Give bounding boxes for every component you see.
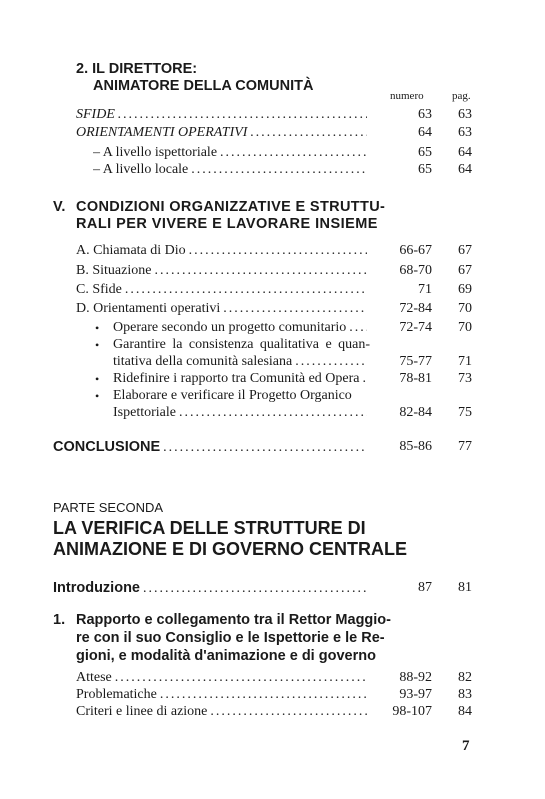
dot-leader xyxy=(189,242,367,260)
entry-number: 68-70 xyxy=(399,263,432,278)
toc-entry-chiamata-di-dio[interactable] xyxy=(76,242,370,260)
section-1-heading-line3: gioni, e modalità d'animazione e di governo xyxy=(76,648,376,664)
entry-page: 70 xyxy=(458,320,472,335)
toc-entry-sfide[interactable] xyxy=(76,106,370,124)
section-1-heading-line2: re con il suo Consiglio e le Ispettorie e le Re- xyxy=(76,630,385,646)
entry-page: 67 xyxy=(458,263,472,278)
entry-number: 71 xyxy=(418,282,432,297)
entry-label: – A livello ispettoriale xyxy=(93,145,218,160)
entry-label: D. Orientamenti operativi xyxy=(76,301,221,316)
toc-entry-conclusione[interactable] xyxy=(53,438,370,457)
entry-label: CONCLUSIONE xyxy=(53,439,161,455)
entry-label: Introduzione xyxy=(53,580,140,596)
entry-label: Attese xyxy=(76,670,112,685)
dot-leader xyxy=(295,353,367,371)
bullet-dot: • xyxy=(95,372,100,386)
dot-leader xyxy=(220,144,367,162)
column-header-pag: pag. xyxy=(452,90,471,102)
dot-leader xyxy=(210,703,367,721)
entry-page: 69 xyxy=(458,282,472,297)
entry-number: 87 xyxy=(418,580,432,595)
column-header-numero: numero xyxy=(390,90,424,102)
entry-page: 67 xyxy=(458,243,472,258)
dot-leader xyxy=(115,669,367,687)
entry-page: 77 xyxy=(458,439,472,454)
dot-leader xyxy=(362,370,367,388)
dot-leader xyxy=(191,161,367,179)
entry-label: titativa della comunità salesiana xyxy=(113,354,293,369)
section-v-heading-line2: RALI PER VIVERE E LAVORARE INSIEME xyxy=(76,216,378,232)
entry-label: Ridefinire i rapporto tra Comunità ed Opera xyxy=(113,371,360,386)
toc-entry-orientamenti-operativi[interactable] xyxy=(76,124,370,142)
toc-entry-livello-ispettoriale[interactable] xyxy=(93,144,370,162)
section-1-heading-line1: Rapporto e collegamento tra il Rettor Maggio- xyxy=(76,612,391,628)
dot-leader xyxy=(143,580,367,598)
entry-page: 63 xyxy=(458,107,472,122)
dot-leader xyxy=(160,686,367,704)
page-number: 7 xyxy=(462,738,470,754)
entry-label: SFIDE xyxy=(76,107,115,122)
section-v-marker: V. xyxy=(53,199,66,215)
entry-label: – A livello locale xyxy=(93,162,189,177)
entry-label: Ispettoriale xyxy=(113,405,176,420)
entry-label: Problematiche xyxy=(76,687,157,702)
bullet-dot: • xyxy=(95,321,100,335)
entry-page: 81 xyxy=(458,580,472,595)
entry-number: 85-86 xyxy=(399,439,432,454)
entry-number: 64 xyxy=(418,125,432,140)
entry-page: 64 xyxy=(458,145,472,160)
entry-number: 72-74 xyxy=(399,320,432,335)
toc-entry-progetto-comunitario[interactable] xyxy=(113,319,370,337)
entry-number: 93-97 xyxy=(399,687,432,702)
toc-entry-situazione[interactable] xyxy=(76,262,370,280)
entry-label: B. Situazione xyxy=(76,263,152,278)
dot-leader xyxy=(223,300,367,318)
entry-page: 73 xyxy=(458,371,472,386)
toc-entry-introduzione[interactable] xyxy=(53,579,370,598)
dot-leader xyxy=(349,319,367,337)
toc-entry-criteri[interactable] xyxy=(76,703,370,721)
entry-page: 82 xyxy=(458,670,472,685)
entry-number: 78-81 xyxy=(399,371,432,386)
entry-page: 64 xyxy=(458,162,472,177)
entry-number: 65 xyxy=(418,162,432,177)
entry-label: C. Sfide xyxy=(76,282,122,297)
entry-number: 65 xyxy=(418,145,432,160)
section-v-heading-line1: CONDIZIONI ORGANIZZATIVE E STRUTTU- xyxy=(76,199,386,215)
entry-page: 71 xyxy=(458,354,472,369)
entry-label-continued: Elaborare e verificare il Progetto Organico xyxy=(113,388,352,403)
entry-number: 72-84 xyxy=(399,301,432,316)
entry-number: 75-77 xyxy=(399,354,432,369)
entry-label: Operare secondo un progetto comunitario xyxy=(113,320,347,335)
dot-leader xyxy=(154,262,367,280)
toc-entry-orientamenti-operativi-v[interactable] xyxy=(76,300,370,318)
dot-leader xyxy=(118,106,367,124)
entry-label: ORIENTAMENTI OPERATIVI xyxy=(76,125,248,140)
section-2-heading-line1: 2. IL DIRETTORE: xyxy=(76,61,198,77)
part-title-line1: LA VERIFICA DELLE STRUTTURE DI xyxy=(53,518,366,538)
entry-page: 70 xyxy=(458,301,472,316)
section-2-heading-line2: ANIMATORE DELLA COMUNITÀ xyxy=(93,78,314,94)
dot-leader xyxy=(250,124,367,142)
section-1-marker: 1. xyxy=(53,612,66,628)
part-title-line2: ANIMAZIONE E DI GOVERNO CENTRALE xyxy=(53,539,408,559)
entry-label: Criteri e linee di azione xyxy=(76,704,208,719)
entry-number: 82-84 xyxy=(399,405,432,420)
entry-number: 66-67 xyxy=(399,243,432,258)
entry-page: 84 xyxy=(458,704,472,719)
entry-label: A. Chiamata di Dio xyxy=(76,243,186,258)
entry-number: 98-107 xyxy=(392,704,432,719)
dot-leader xyxy=(179,404,367,422)
entry-number: 63 xyxy=(418,107,432,122)
entry-page: 83 xyxy=(458,687,472,702)
toc-entry-attese[interactable] xyxy=(76,669,370,687)
bullet-dot: • xyxy=(95,389,100,403)
toc-entry-problematiche[interactable] xyxy=(76,686,370,704)
toc-entry-progetto-organico[interactable] xyxy=(113,404,370,422)
toc-entry-sfide-v[interactable] xyxy=(76,281,370,299)
dot-leader xyxy=(125,281,367,299)
toc-entry-livello-locale[interactable] xyxy=(93,161,370,179)
entry-number: 88-92 xyxy=(399,670,432,685)
entry-label-continued: Garantire la consistenza qualitativa e quan- xyxy=(113,337,370,352)
toc-entry-ridefinire-rapporto[interactable] xyxy=(113,370,370,388)
entry-page: 63 xyxy=(458,125,472,140)
entry-page: 75 xyxy=(458,405,472,420)
bullet-dot: • xyxy=(95,338,100,352)
dot-leader xyxy=(163,439,367,457)
part-kicker: PARTE SECONDA xyxy=(53,500,164,515)
toc-entry-consistenza-comunita[interactable] xyxy=(113,353,370,371)
